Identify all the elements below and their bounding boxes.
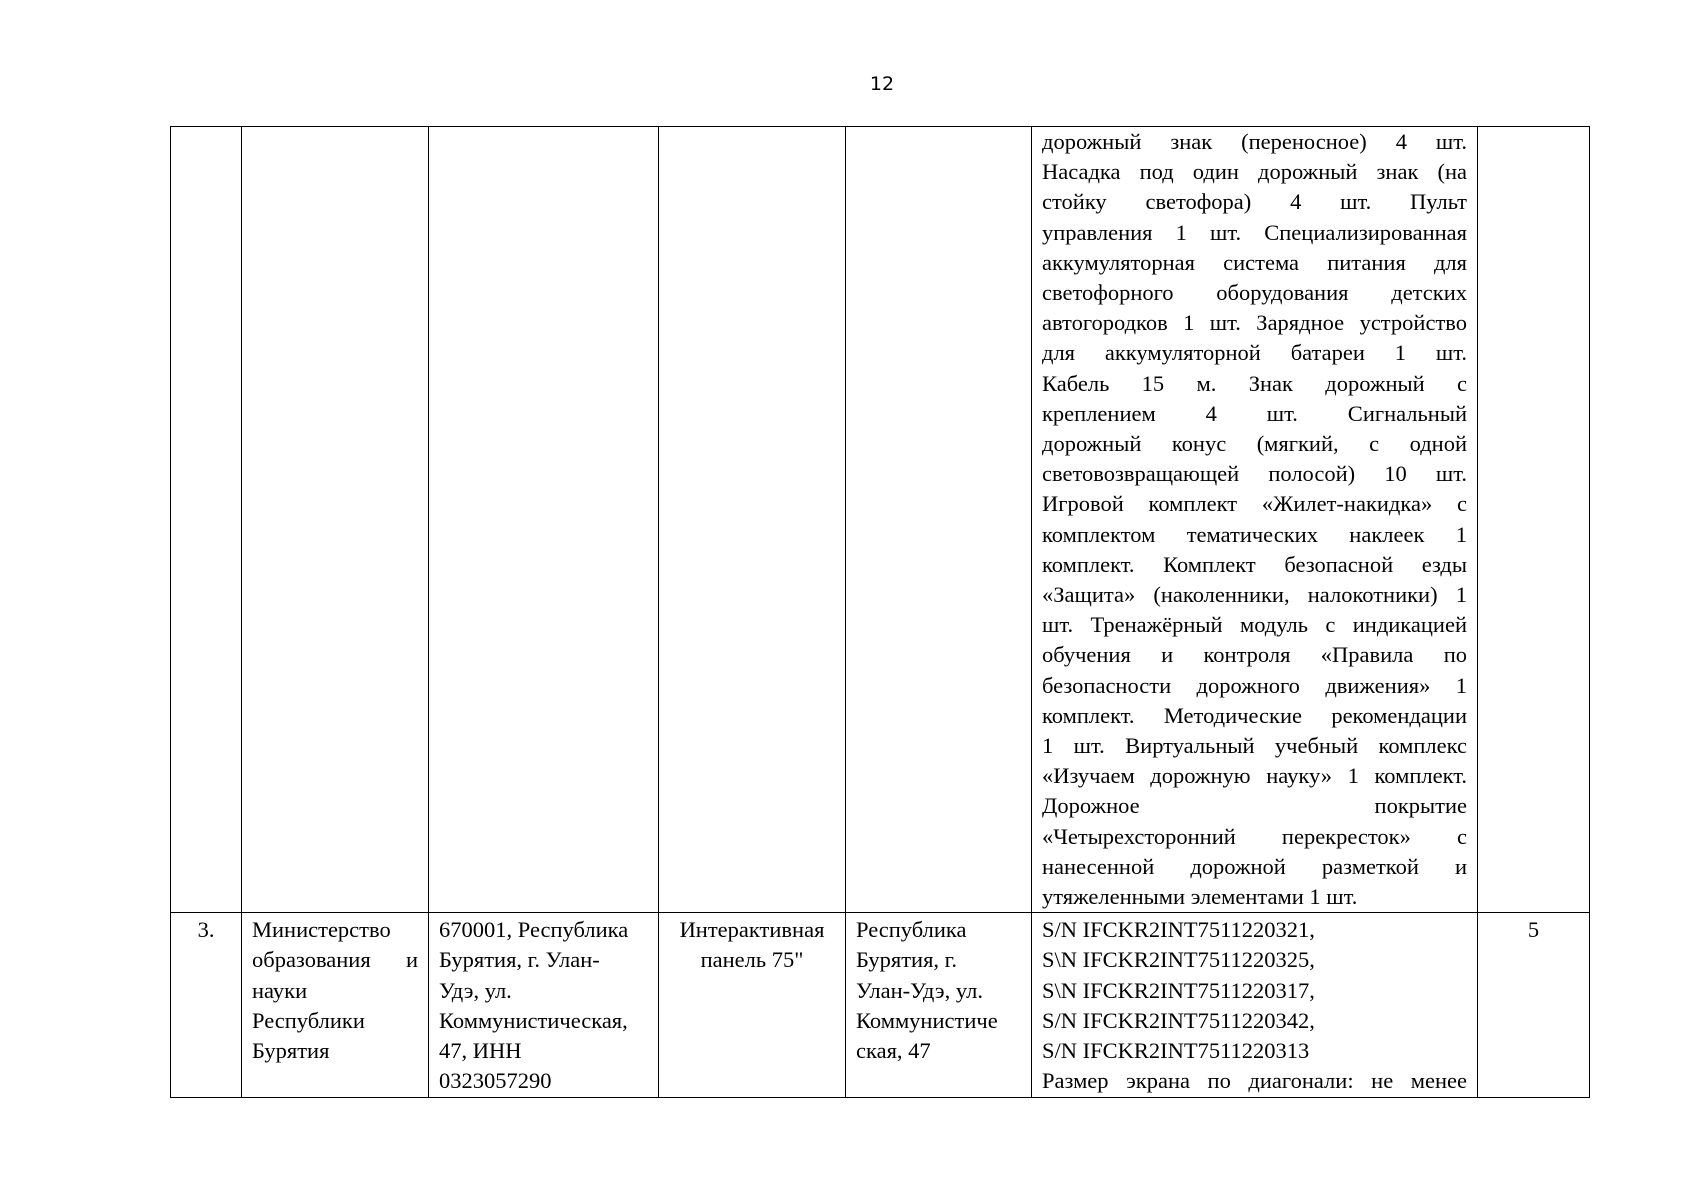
- address-inn-line: Бурятия, г. Улан-: [439, 947, 600, 973]
- equipment-description-line: нанесенной дорожной разметкой и: [1042, 853, 1467, 879]
- cell-number-empty: [171, 127, 242, 913]
- location-line: Республика: [856, 917, 967, 943]
- address-inn-line: 0323057290: [439, 1068, 552, 1094]
- equipment-description-line: дорожный конус (мягкий, с одной: [1042, 431, 1467, 457]
- location-line: Улан-Удэ, ул.: [856, 977, 983, 1003]
- cell-address-inn: [429, 913, 659, 1097]
- serial-spec-line: Размер экрана по диагонали: не менее: [1042, 1068, 1467, 1094]
- cell-row-number: 3.: [171, 913, 242, 1097]
- equipment-description-line: утяжеленными элементами 1 шт.: [1042, 884, 1358, 910]
- equipment-description-line: Насадка под один дорожный знак (на: [1042, 159, 1467, 185]
- serial-spec-line: S/N IFCKR2INT7511220342,: [1042, 1007, 1315, 1033]
- address-inn-line: 670001, Республика: [439, 917, 629, 943]
- item-name-line: Интерактивная: [679, 917, 825, 943]
- address-inn-line: Удэ, ул.: [439, 977, 512, 1003]
- equipment-description-line: 1 шт. Виртуальный учебный комплекс: [1042, 733, 1467, 759]
- table-row: [171, 913, 1590, 1097]
- equipment-description-line: «Изучаем дорожную науку» 1 комплект.: [1042, 763, 1467, 789]
- equipment-description-line: обучения и контроля «Правила по: [1042, 642, 1467, 668]
- equipment-description-line: Игровой комплект «Жилет-накидка» с: [1042, 491, 1467, 517]
- location-line: Коммунистиче: [856, 1007, 998, 1033]
- equipment-description-line: стойку светофора) 4 шт. Пульт: [1042, 189, 1467, 215]
- serial-spec-line: S\N IFCKR2INT7511220325,: [1042, 947, 1315, 973]
- cell-location-empty: [846, 127, 1032, 913]
- equipment-description-line: дорожный знак (переносное) 4 шт.: [1042, 129, 1467, 154]
- serial-spec-line: S/N IFCKR2INT7511220313: [1042, 1038, 1310, 1064]
- cell-item-name: [659, 913, 846, 1097]
- recipient-line: образования и: [252, 947, 418, 973]
- cell-serials-specs: [1032, 913, 1478, 1097]
- cell-recipient-empty: [242, 127, 429, 913]
- cell-quantity: 5: [1478, 913, 1590, 1097]
- page-number: 12: [869, 73, 895, 95]
- equipment-description-line: светофорного оборудования детских: [1042, 280, 1467, 306]
- recipient-line: науки: [252, 977, 308, 1003]
- address-inn-line: 47, ИНН: [439, 1038, 522, 1064]
- cell-quantity-empty: [1478, 127, 1590, 913]
- equipment-description-line: для аккумуляторной батареи 1 шт.: [1042, 340, 1467, 366]
- recipient-line: Республики: [252, 1007, 365, 1033]
- equipment-description-line: управления 1 шт. Специализированная: [1042, 219, 1467, 245]
- equipment-description-line: комплектом тематических наклеек 1: [1042, 521, 1467, 547]
- equipment-description-line: безопасности дорожного движения» 1: [1042, 672, 1467, 698]
- equipment-description-line: аккумуляторная система питания для: [1042, 249, 1467, 275]
- equipment-description-line: креплением 4 шт. Сигнальный: [1042, 400, 1467, 426]
- equipment-description-line: Дорожное покрытие: [1042, 793, 1467, 819]
- equipment-description-line: световозвращающей полосой) 10 шт.: [1042, 461, 1467, 487]
- recipient-line: Бурятия: [252, 1038, 330, 1064]
- equipment-table: [170, 126, 1590, 1098]
- cell-equipment-description: [1032, 127, 1478, 913]
- cell-location: [846, 913, 1032, 1097]
- location-line: ская, 47: [856, 1038, 931, 1064]
- recipient-line: Министерство: [252, 917, 391, 943]
- location-line: Бурятия, г.: [856, 947, 957, 973]
- equipment-description-line: комплект. Комплект безопасной езды: [1042, 551, 1467, 577]
- cell-recipient: [242, 913, 429, 1097]
- equipment-description-line: «Защита» (наколенники, налокотники) 1: [1042, 582, 1467, 608]
- equipment-description-line: автогородков 1 шт. Зарядное устройство: [1042, 310, 1467, 336]
- item-name-line: панель 75": [700, 947, 804, 973]
- equipment-description-line: «Четырехсторонний перекресток» с: [1042, 823, 1467, 849]
- cell-address-empty: [429, 127, 659, 913]
- serial-spec-line: S\N IFCKR2INT7511220317,: [1042, 977, 1315, 1003]
- serial-spec-line: S/N IFCKR2INT7511220321,: [1042, 917, 1315, 943]
- cell-item-empty: [659, 127, 846, 913]
- equipment-description-line: шт. Тренажёрный модуль с индикацией: [1042, 612, 1467, 638]
- address-inn-line: Коммунистическая,: [439, 1007, 628, 1033]
- equipment-description-line: комплект. Методические рекомендации: [1042, 702, 1467, 728]
- table-row-continued: [171, 127, 1590, 913]
- equipment-description-line: Кабель 15 м. Знак дорожный с: [1042, 370, 1467, 396]
